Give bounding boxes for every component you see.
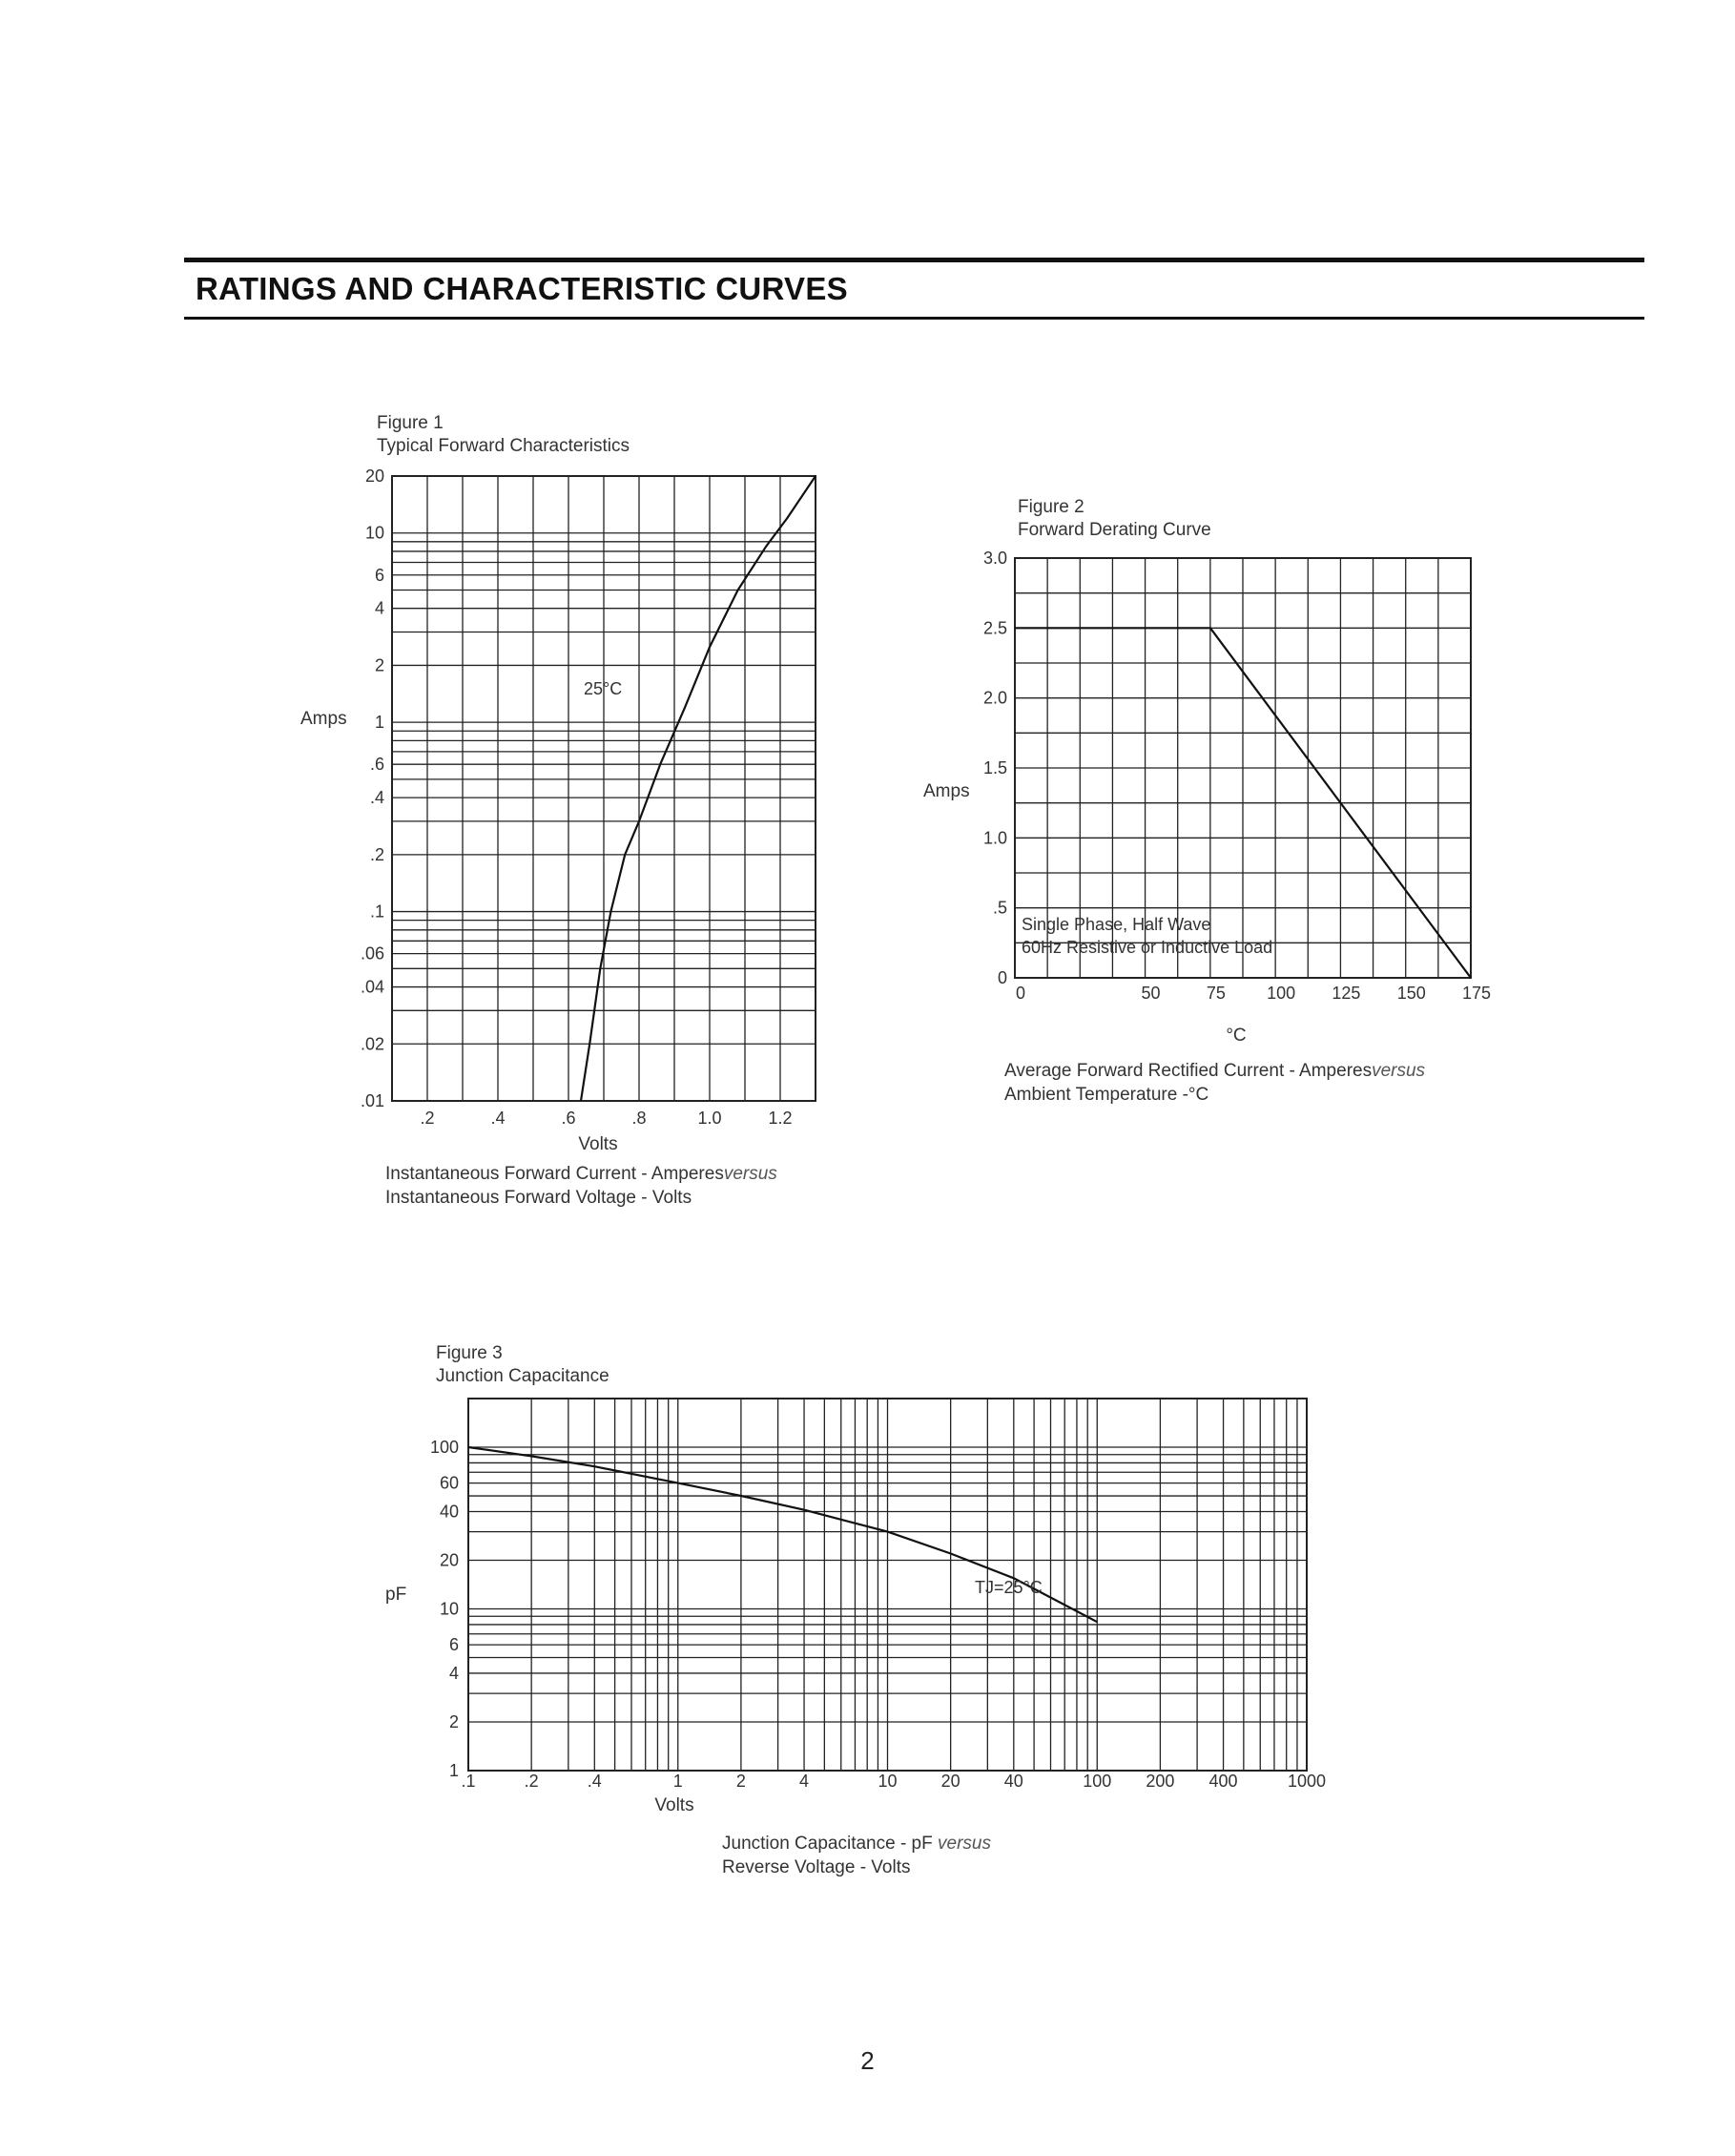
- figure-2-xlabel: °C: [1226, 1026, 1247, 1046]
- y-tick-label: .06: [360, 943, 384, 964]
- x-tick-label: 175: [1461, 984, 1492, 1003]
- x-tick-label: 75: [1206, 984, 1226, 1003]
- y-tick-label: 1: [374, 713, 384, 733]
- y-tick-label: .6: [369, 755, 384, 775]
- figure-1-xlabel: Volts: [578, 1134, 618, 1154]
- y-tick-label: 2.5: [982, 618, 1007, 638]
- y-tick-label: 1.5: [982, 758, 1007, 777]
- x-tick-label: 400: [1208, 1772, 1238, 1791]
- x-tick-label: 2: [735, 1772, 746, 1791]
- y-tick-label: 4: [374, 598, 384, 618]
- x-tick-label: .6: [561, 1109, 576, 1128]
- y-tick-label: .04: [360, 977, 384, 997]
- figure-3-name: Junction Capacitance: [436, 1366, 609, 1386]
- x-tick-label: 1: [672, 1772, 683, 1791]
- x-tick-label: 125: [1332, 984, 1361, 1003]
- y-tick-label: .5: [992, 898, 1007, 918]
- figure-1-number: Figure 1: [377, 413, 444, 433]
- y-tick-label: 20: [439, 1550, 459, 1570]
- figure-1-caption-line1: Instantaneous Forward Current - Amperesversus: [385, 1164, 777, 1184]
- figure-1-annotation-25c: 25°C: [584, 679, 623, 698]
- page-number: 2: [860, 2046, 875, 2075]
- y-tick-label: .4: [369, 788, 384, 808]
- y-tick-label: 1.0: [982, 828, 1007, 848]
- figure-1-ylabel: Amps: [300, 709, 347, 729]
- figure-2-ylabel: Amps: [923, 781, 970, 801]
- x-tick-label: 200: [1146, 1772, 1175, 1791]
- x-tick-label: 100: [1083, 1772, 1112, 1791]
- figure-3-caption-line1: Junction Capacitance - pF versus: [722, 1834, 991, 1854]
- figure-1-caption-line2: Instantaneous Forward Voltage - Volts: [385, 1188, 692, 1208]
- x-tick-label: 10: [878, 1772, 898, 1791]
- y-tick-label: 6: [448, 1635, 459, 1655]
- figure-2-annotation-line1: Single Phase, Half Wave: [1022, 915, 1211, 934]
- figure-3-annotation-tj: TJ=25°C: [975, 1578, 1043, 1597]
- x-tick-label: 0: [1015, 984, 1026, 1003]
- x-tick-label: .4: [587, 1772, 602, 1791]
- x-tick-label: .1: [461, 1772, 476, 1791]
- y-tick-label: 4: [448, 1663, 459, 1683]
- y-tick-label: 2.0: [982, 688, 1007, 708]
- x-tick-label: 20: [940, 1772, 960, 1791]
- x-tick-label: 150: [1396, 984, 1426, 1003]
- figure-1-name: Typical Forward Characteristics: [377, 436, 630, 456]
- y-tick-label: 20: [364, 466, 384, 486]
- figure-3-number: Figure 3: [436, 1343, 503, 1363]
- x-tick-label: 100: [1267, 984, 1296, 1003]
- y-tick-label: 10: [364, 523, 384, 543]
- figure-3-xlabel: Volts: [654, 1795, 694, 1815]
- x-tick-label: 1.0: [697, 1109, 722, 1128]
- x-tick-label: .8: [631, 1109, 647, 1128]
- y-tick-label: 6: [374, 565, 384, 585]
- page-title: RATINGS AND CHARACTERISTIC CURVES: [196, 271, 848, 306]
- figure-3-caption-line2: Reverse Voltage - Volts: [722, 1857, 911, 1877]
- x-tick-label: 4: [799, 1772, 810, 1791]
- figure-3-grid: [468, 1399, 1307, 1771]
- x-tick-label: .4: [490, 1109, 506, 1128]
- y-tick-label: .2: [369, 844, 384, 864]
- y-tick-label: 1: [448, 1761, 459, 1780]
- y-tick-label: 60: [439, 1473, 459, 1493]
- y-tick-label: 0: [997, 968, 1007, 987]
- y-tick-label: .1: [369, 902, 384, 922]
- x-tick-label: 1.2: [768, 1109, 793, 1128]
- figure-2-number: Figure 2: [1018, 497, 1084, 517]
- figure-2-annotation-line2: 60Hz Resistive or Inductive Load: [1022, 938, 1273, 957]
- figure-3-ylabel: pF: [385, 1585, 407, 1605]
- figure-2-caption-line2: Ambient Temperature -°C: [1004, 1085, 1209, 1105]
- x-tick-label: 40: [1003, 1772, 1023, 1791]
- x-tick-label: 1000: [1287, 1772, 1327, 1791]
- y-tick-label: 2: [374, 655, 384, 675]
- y-tick-label: 40: [439, 1502, 459, 1522]
- y-tick-label: 3.0: [982, 549, 1007, 568]
- y-tick-label: 10: [439, 1599, 459, 1619]
- figure-2-name: Forward Derating Curve: [1018, 520, 1211, 540]
- y-tick-label: .02: [360, 1034, 384, 1054]
- y-tick-label: 2: [448, 1711, 459, 1731]
- x-tick-label: .2: [524, 1772, 539, 1791]
- y-tick-label: .01: [360, 1091, 384, 1110]
- x-tick-label: 50: [1141, 984, 1161, 1003]
- y-tick-label: 100: [429, 1438, 459, 1458]
- figure-2-caption-line1: Average Forward Rectified Current - Amperesversus: [1004, 1061, 1426, 1081]
- x-tick-label: .2: [420, 1109, 435, 1128]
